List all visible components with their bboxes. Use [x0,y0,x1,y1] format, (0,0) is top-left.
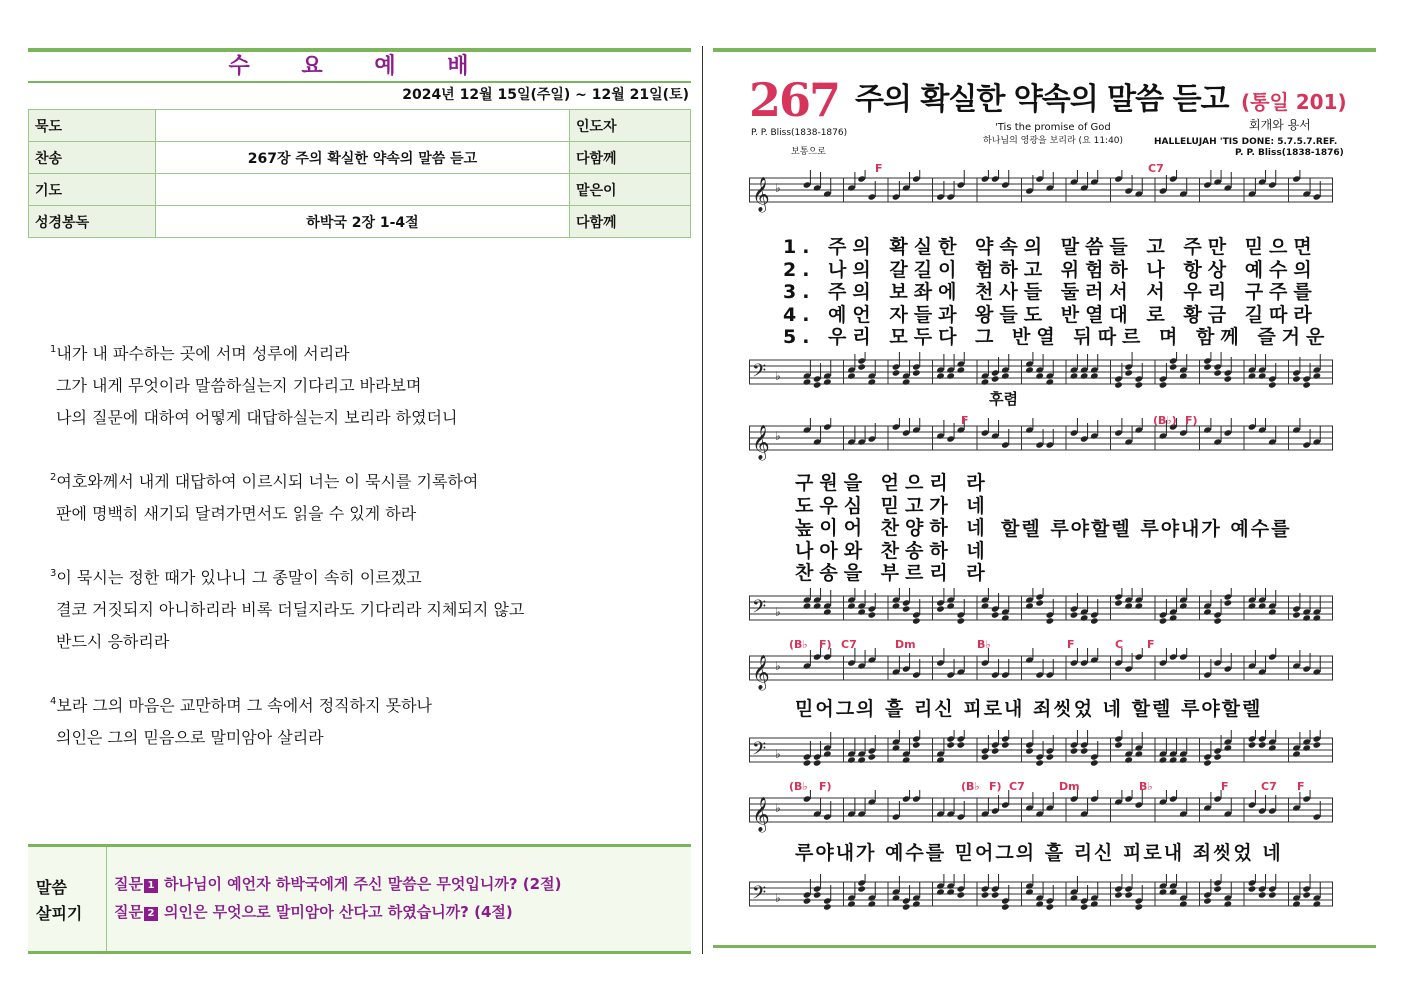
tempo-marking: 보통으로 [791,147,826,157]
table-row [29,174,691,206]
order-content [156,174,570,206]
question-text: 의인은 무엇으로 말미암아 산다고 하였습니까? (4절) [163,903,513,921]
hymn-page [713,48,1376,953]
verse-text: 이 묵시는 정한 때가 있나니 그 종말이 속히 이르겠고 [56,568,422,587]
order-content: 267장 주의 확실한 약속의 말씀 듣고 [156,142,570,174]
bottom-rule [713,945,1376,948]
lyrics-line: 4. 예언 자들과 왕들도 반열대 로 황금 길따라 [783,303,1318,326]
verse-line: 의인은 그의 믿음으로 말미암아 살리라 [56,728,324,747]
chord-label: (B♭ [961,780,980,793]
refrain-lyrics: 루야내가 예수를 믿어그의 흘 리신 피로내 죄씻었 네 [795,842,1283,864]
reflection-box [28,844,691,954]
flat-icon: ♭ [775,369,781,383]
verse-number: 2 [50,472,57,483]
lyrics-line: 나아와 찬송하 네 [795,539,991,562]
order-content: 하박국 2장 1-4절 [156,206,570,238]
reflection-label [28,847,107,951]
table-row [29,206,691,238]
verse-text: 보라 그의 마음은 교만하며 그 속에서 정직하지 못하나 [56,696,433,715]
order-role: 다함께 [570,206,691,238]
bass-staff [749,874,1333,920]
flat-icon: ♭ [775,605,781,619]
refrain-lyrics: 믿어그의 흘 리신 피로내 죄씻었 네 할렐 루야할렐 [795,698,1263,720]
chord-label: F) [989,780,1002,793]
verse [50,562,670,658]
refrain-lyrics: 할렐 루야할렐 루야내가 예수를 [1001,518,1292,540]
chord-label: F) [819,638,832,651]
flat-icon: ♭ [775,181,781,195]
bulletin-page [28,48,691,953]
question-number-badge: 1 [144,879,158,893]
date-range: 2024년 12월 15일(주일) ~ 12월 21일(토) [402,87,689,103]
bass-clef-icon: 𝄢 [752,883,767,908]
chord-label: (B♭) [1153,414,1177,427]
chord-label: F) [1185,414,1198,427]
verse [50,338,670,434]
treble-clef-icon: 𝄞 [752,797,770,832]
chord-label: F) [819,780,832,793]
chord-label: F [1221,780,1229,793]
bass-staff [749,352,1333,398]
lyrics-line: 찬송을 부르리 라 [795,562,991,584]
composer-left: P. P. Bliss(1838-1876) [751,128,848,138]
verse-number: 4 [50,696,57,707]
treble-staff [749,790,1333,842]
treble-clef-icon: 𝄞 [752,425,770,460]
hymn-unified-number: (통일 201) [1241,90,1347,114]
lyrics-line: 구원을 얻으리 라 [795,472,991,494]
flat-icon: ♭ [775,659,781,673]
chord-label: F [961,414,969,427]
verse-number: 3 [50,568,57,579]
reflection-label-line: 살피기 [36,904,83,923]
reflection-label-line: 말씀 [36,878,67,897]
lyrics-line: 3. 주의 보좌에 천사들 둘러서 서 우리 구주를 [783,281,1318,303]
lyrics-line: 도우심 믿고가 네 [795,494,991,517]
chord-label: C [1115,638,1124,651]
verse-line: 결코 거짓되지 아니하리라 비록 더딜지라도 기다리라 지체되지 않고 [56,600,525,619]
order-role: 다함께 [570,142,691,174]
page-title: 수 요 예 배 [228,54,491,79]
order-label: 성경봉독 [29,206,156,238]
bass-clef-icon: 𝄢 [752,739,767,764]
tune-name: HALLELUJAH 'TIS DONE: 5.7.5.7.REF. [1154,137,1338,147]
treble-staff [749,418,1333,470]
chord-label: Dm [1059,780,1080,793]
top-rule [713,48,1376,52]
chord-label: F [1297,780,1305,793]
order-role: 인도자 [570,110,691,142]
question-1 [114,873,561,894]
chord-label: F [1147,638,1155,651]
order-label: 기도 [29,174,156,206]
scripture-text [50,338,670,786]
question-number-badge: 2 [144,907,158,921]
flat-icon: ♭ [775,429,781,443]
treble-clef-icon: 𝄞 [752,177,770,212]
chord-label: F [1067,638,1075,651]
verse-line: 그가 내게 무엇이라 말씀하실는지 기다리고 바라보며 [56,376,422,395]
bass-staff [749,730,1333,776]
verse-line: 반드시 응하리라 [56,632,170,651]
chord-label: C7 [841,638,857,651]
treble-staff [749,648,1333,700]
verse-line [50,690,670,722]
lyricist: 회개와 용서 [1249,118,1311,132]
verse-number: 1 [50,344,57,355]
question-2 [114,901,513,922]
chord-label: (B♭ [789,780,808,793]
chord-label: Dm [895,638,916,651]
question-text: 하나님이 예언자 하박국에게 주신 말씀은 무엇입니까? (2절) [163,875,562,893]
order-role: 맡은이 [570,174,691,206]
flat-icon: ♭ [775,801,781,815]
chord-label: B♭ [977,638,991,651]
title-rule [28,81,691,83]
top-rule [28,48,691,52]
hymn-number: 267 [749,73,840,127]
verse-lyrics-block [795,472,991,585]
lyrics-line: 2. 나의 갈길이 험하고 위험하 나 항상 예수의 [783,258,1318,281]
verse-line [50,338,670,370]
bass-clef-icon: 𝄢 [752,361,767,386]
order-label: 찬송 [29,142,156,174]
refrain-label: 후렴 [989,390,1018,408]
composer-right: P. P. Bliss(1838-1876) [1235,148,1344,158]
verse [50,466,670,530]
lyrics-line: 높이어 찬양하 네 [795,517,991,539]
verse-line: 판에 명백히 새기되 달려가면서도 읽을 수 있게 하라 [56,504,417,523]
question-prefix: 질문 [114,875,143,893]
page-divider [702,46,703,954]
verse-line [50,562,670,594]
hymn-title: 주의 확실한 약속의 말씀 듣고 [855,82,1229,117]
treble-staff [749,170,1333,234]
bass-staff [749,588,1333,634]
verse-lyrics-block [783,236,1330,349]
chord-label: B♭ [1139,780,1153,793]
worship-order-table [28,109,691,238]
lyrics-line: 5. 우리 모두다 그 반열 뒤따르 며 함께 즐거운 [783,326,1331,348]
verse-line: 나의 질문에 대하여 어떻게 대답하실는지 보리라 하였더니 [56,408,458,427]
order-label: 묵도 [29,110,156,142]
chord-label: C7 [1009,780,1025,793]
treble-clef-icon: 𝄞 [752,655,770,690]
verse-text: 내가 내 파수하는 곳에 서며 성루에 서리라 [56,344,350,363]
table-row [29,142,691,174]
chord-label: C7 [1261,780,1277,793]
verse-text: 여호와께서 내게 대답하여 이르시되 너는 이 묵시를 기록하여 [56,472,479,491]
english-title: 'Tis the promise of God [995,122,1111,133]
flat-icon: ♭ [775,891,781,905]
chord-label: F [875,162,883,175]
chord-label: C7 [1148,162,1164,175]
verse-line [50,466,670,498]
verse [50,690,670,754]
bass-clef-icon: 𝄢 [752,597,767,622]
chord-label: (B♭ [789,638,808,651]
scripture-reference: 하나님의 영광을 보리라 (요 11:40) [983,136,1124,146]
table-row [29,110,691,142]
lyrics-line: 1. 주의 확실한 약속의 말씀들 고 주만 믿으면 [783,236,1318,258]
flat-icon: ♭ [775,747,781,761]
question-prefix: 질문 [114,903,143,921]
order-content [156,110,570,142]
